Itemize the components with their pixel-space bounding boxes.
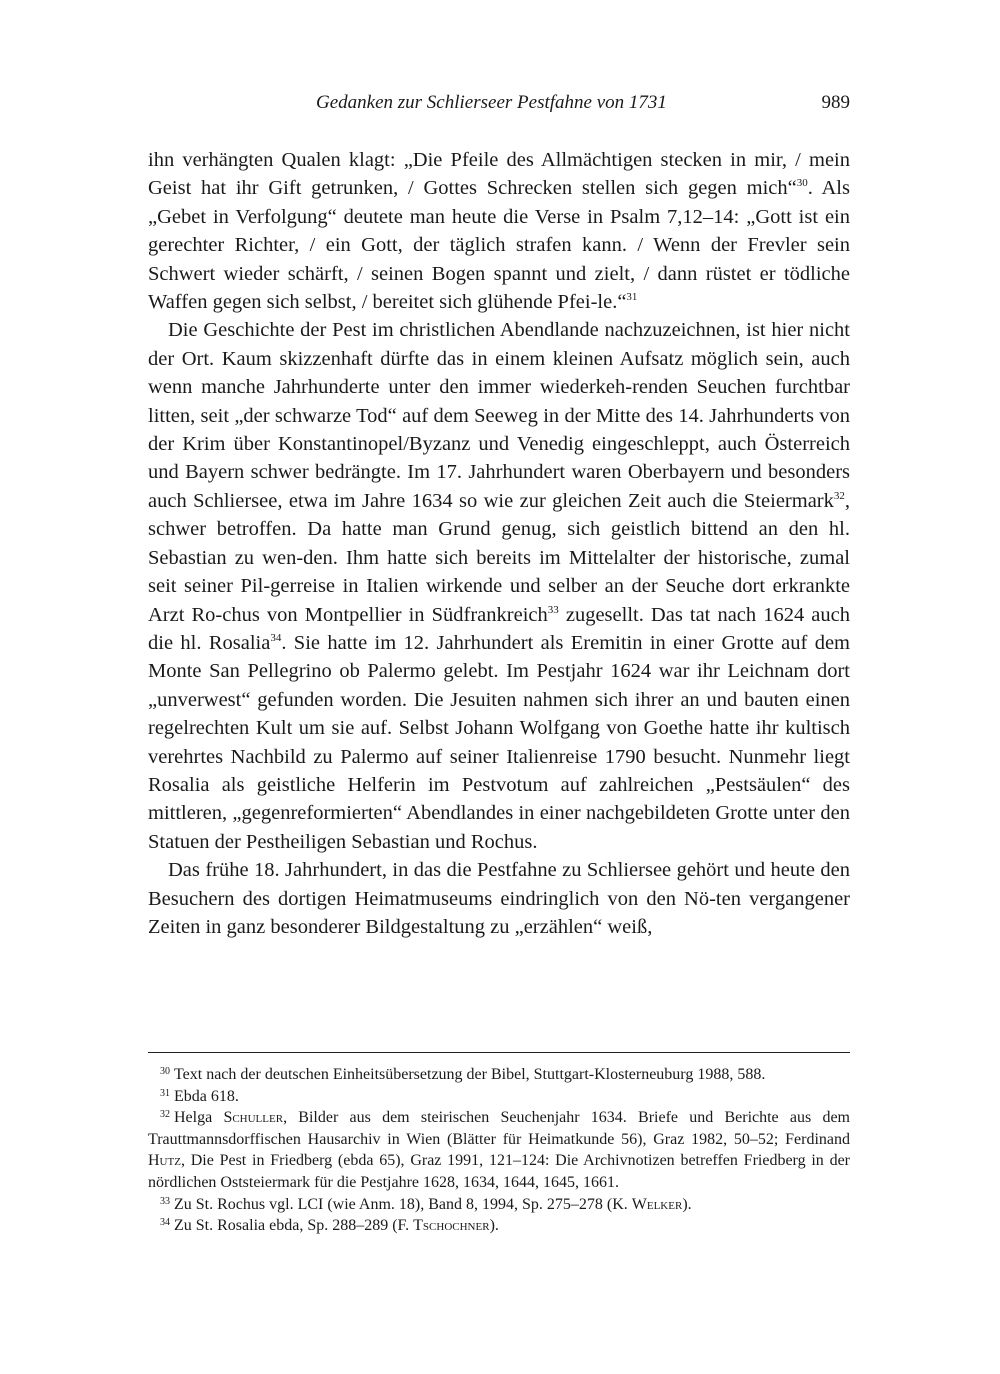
footnote-ref-30: 30	[796, 177, 808, 190]
footnote-ref-32: 32	[833, 489, 845, 502]
footnote-30	[148, 1064, 850, 1086]
running-head	[148, 92, 850, 122]
footnote-text-post: ).	[489, 1217, 499, 1235]
footnote-author: Tschochner	[413, 1217, 490, 1235]
paragraph-2-text-a: Die Geschichte der Pest im christlichen Abendlande nachzuzeichnen, ist hier nicht der Ort. Kaum skizzenhaft dürfte das in einem kleinen Aufsatz möglich sein, auch wenn manche Jahrhunderte unter den immer wiederkeh-renden Seuchen furchtbar litten, seit „der schwarze Tod“ auf dem Seeweg in der Mitte des 14. Jahrhunderts von der Krim über Konstantinopel/Byzanz und Venedig eingeschleppt, auch Österreich und Bayern schwer bedrängte. Im 17. Jahrhundert waren Oberbayern und besonders auch Schliersee, etwa im Jahre 1634 so wie zur gleichen Zeit auch die Steiermark	[148, 319, 850, 512]
footnote-ref-34: 34	[270, 631, 282, 644]
footnote-34	[148, 1215, 850, 1237]
footnotes	[148, 1064, 850, 1237]
footnote-rule	[148, 1052, 850, 1053]
footnote-text-mid: , Bilder aus dem steirischen Seuchenjahr 1634. Briefe und Berichte aus dem Trauttmannsdorffischen Hausarchiv in Wien (Blätter für Heimatkunde 56), Graz 1982, 50–52; Ferdinand	[148, 1109, 850, 1148]
running-title: Gedanken zur Schlierseer Pestfahne von 1731	[316, 92, 667, 113]
paragraph-2-text-d: . Sie hatte im 12. Jahrhundert als Eremitin in einer Grotte auf dem Monte San Pellegrino ob Palermo gelebt. Im Pestjahr 1624 war ihr Leichnam dort „unverwest“ gefunden worden. Die Jesuiten nahmen sich ihrer an und bauten einen regelrechten Kult um sie auf. Selbst Johann Wolfgang von Goethe hatte ihr kultisch verehrtes Nachbild zu Palermo auf seiner Italienreise 1790 besucht. Nunmehr liegt Rosalia als geistliche Helferin im Pestvotum auf zahlreichen „Pestsäulen“ des mittleren, „gegenreformierten“ Abendlandes in einer nachgebildeten Grotte unter den Statuen der Pestheiligen Sebastian und Rochus.	[148, 631, 850, 853]
footnote-number: 30	[160, 1066, 170, 1077]
body-text	[148, 146, 850, 941]
footnote-31	[148, 1086, 850, 1108]
footnote-author: Schuller	[223, 1109, 284, 1127]
footnote-text: Ebda 618.	[174, 1087, 239, 1105]
footnote-text-pre: Zu St. Rochus vgl. LCI (wie Anm. 18), Band 8, 1994, Sp. 275–278 (K.	[174, 1195, 632, 1213]
footnote-text-pre: Zu St. Rosalia ebda, Sp. 288–289 (F.	[174, 1217, 414, 1235]
paragraph-3: Das frühe 18. Jahrhundert, in das die Pestfahne zu Schliersee gehört und heute den Besuchern des dortigen Heimatmuseums eindringlich von den Nö-ten vergangener Zeiten in ganz besonderer Bildgestaltung zu „erzählen“ weiß,	[148, 859, 850, 938]
footnote-text-post: , Die Pest in Friedberg (ebda 65), Graz 1991, 121–124: Die Archivnotizen betreffen Friedberg in der nördlichen Oststeiermark für die Pestjahre 1628, 1634, 1644, 1645, 1661.	[148, 1152, 850, 1191]
footnote-number: 31	[160, 1087, 170, 1099]
paragraph-1-text-a: ihn verhängten Qualen klagt: „Die Pfeile des Allmächtigen stecken in mir, / mein Geist hat ihr Gift getrunken, / Gottes Schrecken stellen sich gegen mich“	[148, 149, 850, 200]
paragraph-1	[148, 146, 850, 316]
footnote-text: Text nach der deutschen Einheitsübersetzung der Bibel, Stuttgart-Klosterneuburg 1988, 588.	[174, 1066, 766, 1083]
paragraph-2	[148, 316, 850, 856]
footnote-number: 32	[160, 1109, 170, 1121]
footnote-ref-33: 33	[547, 603, 559, 616]
footnote-number: 33	[160, 1195, 170, 1207]
footnote-32	[148, 1107, 850, 1193]
footnote-text-pre: Helga	[174, 1109, 224, 1127]
page-number: 989	[821, 92, 850, 113]
paragraph-2-text-c: zugesellt. Das tat nach 1624 auch die hl. Rosalia	[148, 603, 850, 654]
footnote-author-2: Hutz	[148, 1152, 181, 1170]
footnote-ref-31: 31	[626, 291, 638, 304]
footnote-text-post: ).	[682, 1195, 692, 1213]
footnote-33	[148, 1194, 850, 1216]
footnote-author: Welker	[631, 1195, 683, 1213]
paragraph-1-text-b: . Als „Gebet in Verfolgung“ deutete man heute die Verse in Psalm 7,12–14: „Gott ist ein gerechter Richter, / ein Gott, der täglich strafen kann. / Wenn der Frevler sein Schwert wieder schärft, / seinen Bogen spannt und zielt, / dann rüstet er tödliche Waffen gegen sich selbst, / bereitet sich glühende Pfei-le.“	[148, 177, 850, 314]
paragraph-2-text-b: , schwer betroffen. Da hatte man Grund genug, sich geistlich bittend an den hl. Sebastian zu wen-den. Ihm hatte sich bereits im Mittelalter der historische, zumal seit seiner Pil-gerreise in Italien wirkende und selber an der Seuche dort erkrankte Arzt Ro-chus von Montpellier in Südfrankreich	[148, 489, 850, 626]
footnote-number: 34	[160, 1217, 170, 1229]
